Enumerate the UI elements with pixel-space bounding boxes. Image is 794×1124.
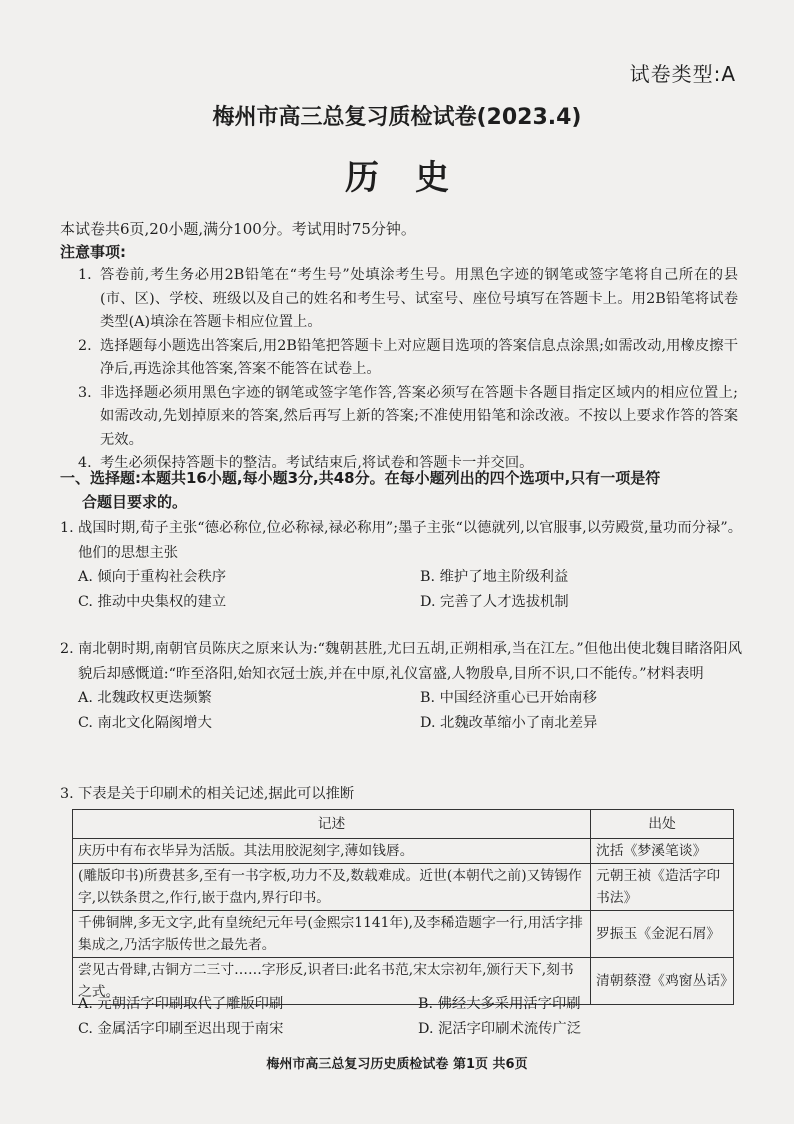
source-cell: 罗振玉《金泥石屑》 <box>591 911 734 958</box>
notice-list <box>78 264 738 476</box>
notice-heading: 注意事项: <box>60 243 126 261</box>
question-3-options <box>78 992 738 1041</box>
page-footer: 梅州市高三总复习历史质检试卷 第1页 共6页 <box>266 1057 528 1072</box>
notice-item <box>78 264 738 335</box>
question-1 <box>60 516 742 614</box>
option-a: A. 元朝活字印刷取代了雕版印刷 <box>78 996 284 1012</box>
exam-title: 梅州市高三总复习质检试卷(2023.4) <box>212 105 582 130</box>
question-number: 3. <box>60 786 74 802</box>
option-b: B. 维护了地主阶级利益 <box>420 569 569 585</box>
notice-item-number: 1. <box>78 267 92 283</box>
table-row <box>73 839 734 864</box>
question-number: 1. <box>60 520 74 536</box>
option-d: D. 北魏改革缩小了南北差异 <box>420 714 598 731</box>
notice-item <box>78 335 738 382</box>
notice-item-number: 2. <box>78 337 92 354</box>
question-stem: 下表是关于印刷术的相关记述,据此可以推断 <box>78 786 355 802</box>
section-heading-line2: 合题目要求的。 <box>82 493 188 511</box>
question-stem: 南北朝时期,南朝官员陈庆之原来认为:“魏朝甚胜,尤曰五胡,正朔相承,当在江左。”但他出使北魏目睹洛阳风貌后却感慨道:“昨至洛阳,始知衣冠士族,并在中原,礼仪富盛,人物殷阜,目所不识,口不能传。”材料表明 <box>78 641 742 682</box>
option-c: C. 金属活字印刷至迟出现于南宋 <box>78 1020 284 1037</box>
source-cell: 元朝王祯《造活字印书法》 <box>591 864 734 911</box>
record-cell: (雕版印书)所费甚多,至有一书字板,功力不及,数载难成。近世(本朝代之前)又铸锡作字,以铁条贯之,作行,嵌于盘内,界行印书。 <box>73 864 591 911</box>
notice-item-text: 选择题每小题选出答案后,用2B铅笔把答题卡上对应题目选项的答案信息点涂黑;如需改动,用橡皮擦干净后,再选涂其他答案,答案不能答在试卷上。 <box>100 337 738 377</box>
record-cell: 千佛铜牌,多无文字,此有皇统纪元年号(金熙宗1141年),及李稀造题字一行,用活字排集成之,乃活字版传世之最先者。 <box>73 911 591 958</box>
question-number: 2. <box>60 641 74 657</box>
source-cell: 沈括《梦溪笔谈》 <box>591 839 734 864</box>
exam-intro: 本试卷共6页,20小题,满分100分。考试用时75分钟。 <box>60 220 416 238</box>
section-heading <box>60 466 742 514</box>
option-b: B. 中国经济重心已开始南移 <box>420 690 597 706</box>
option-d: D. 完善了人才选拔机制 <box>420 593 569 610</box>
table-header-row <box>73 810 734 839</box>
table-row <box>73 911 734 958</box>
notice-item-number: 4. <box>78 455 92 471</box>
question-stem: 战国时期,荀子主张“德必称位,位必称禄,禄必称用”;墨子主张“以德就列,以官服事,以劳殿赏,量功而分禄”。他们的思想主张 <box>78 520 742 561</box>
notice-item-text: 非选择题必须用黑色字迹的钢笔或签字笔作答,答案必须写在答题卡各题目指定区域内的相应位置上;如需改动,先划掉原来的答案,然后再写上新的答案;不准使用铅笔和涂改液。不按以上要求作答的答案无效。 <box>100 384 738 448</box>
notice-item <box>78 382 738 453</box>
notice-item-text: 答卷前,考生务必用2B铅笔在“考生号”处填涂考生号。用黑色字迹的钢笔或签字笔将自己所在的县(市、区)、学校、班级以及自己的姓名和考生号、试室号、座位号填写在答题卡上。用2B铅笔将试卷类型(A)填涂在答题卡相应位置上。 <box>100 267 738 330</box>
printing-records-table <box>72 809 734 1005</box>
option-b: B. 佛经大多采用活字印刷 <box>418 996 581 1012</box>
question-2 <box>60 637 742 735</box>
section-heading-line1: 一、选择题:本题共16小题,每小题3分,共48分。在每小题列出的四个选项中,只有一项是符 <box>60 469 661 487</box>
record-cell: 庆历中有布衣毕异为活版。其法用胶泥刻字,薄如钱唇。 <box>73 839 591 864</box>
exam-type-label: 试卷类型:A <box>629 62 736 86</box>
source-cell: 清朝蔡澄《鸡窗丛话》 <box>591 958 734 1005</box>
notice-item-number: 3. <box>78 384 92 401</box>
table-row <box>73 864 734 911</box>
subject-title: 历史 <box>345 158 485 198</box>
question-options <box>78 686 742 735</box>
notice-item-text: 考生必须保持答题卡的整洁。考试结束后,将试卷和答题卡一并交回。 <box>100 455 534 471</box>
table-header-record: 记述 <box>73 810 591 839</box>
question-options <box>78 565 742 614</box>
option-c: C. 推动中央集权的建立 <box>78 593 227 610</box>
option-a: A. 倾向于重构社会秩序 <box>78 569 227 585</box>
option-c: C. 南北文化隔阂增大 <box>78 714 212 731</box>
record-cell: 尝见古骨肆,古铜方二三寸……字形反,识者曰:此名书范,宋太宗初年,颁行天下,刻书之式。 <box>73 958 591 1005</box>
option-a: A. 北魏政权更迭频繁 <box>78 690 212 706</box>
table-header-source: 出处 <box>591 810 734 839</box>
option-d: D. 泥活字印刷术流传广泛 <box>418 1020 582 1037</box>
question-3 <box>60 782 742 807</box>
